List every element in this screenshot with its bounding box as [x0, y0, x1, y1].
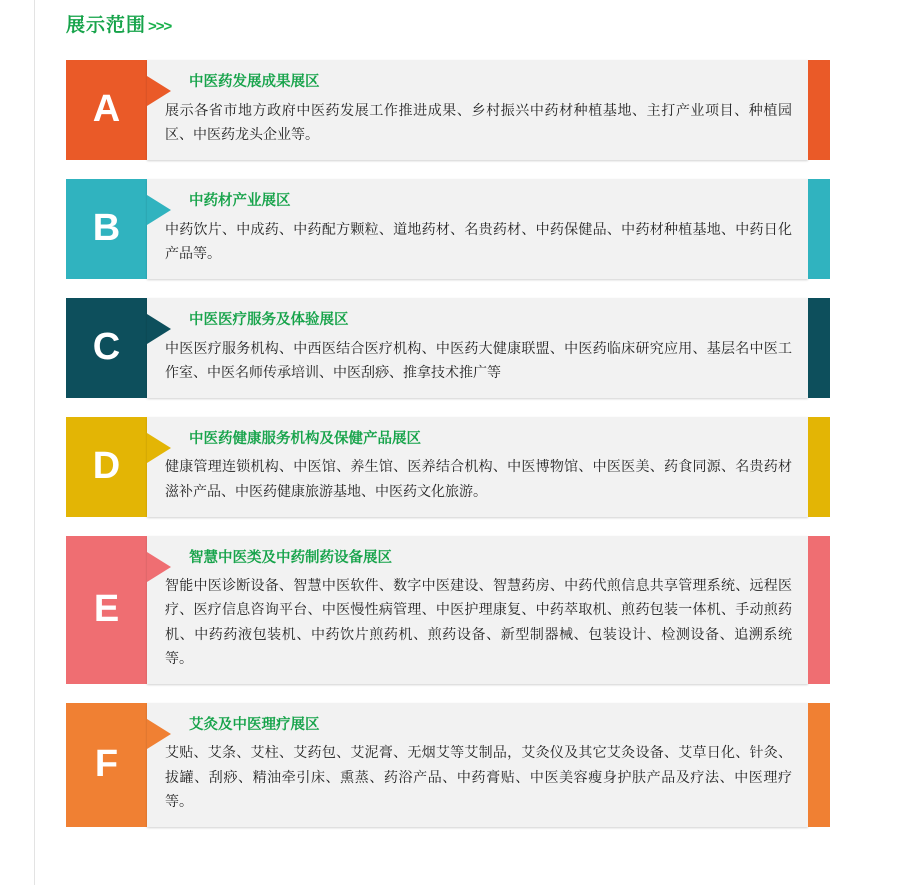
section-f-letter-box: [66, 703, 147, 827]
section-c-letter: C: [92, 326, 121, 369]
section-a-letter-box: [66, 60, 147, 160]
section-f-body: [147, 703, 808, 827]
page-header: [66, 10, 171, 37]
page-title: 展示范围: [66, 15, 147, 36]
section-d-letter: D: [92, 445, 121, 488]
section-b-text: 中药饮片、中成药、中药配方颗粒、道地药材、名贵药材、中药保健品、中药材种植基地、中药日化产品等。: [165, 220, 792, 261]
section-b-letter: B: [92, 207, 121, 250]
section-e-tail: [808, 536, 830, 684]
section-e-text: 智能中医诊断设备、智慧中医软件、数字中医建设、智慧药房、中药代煎信息共享管理系统、远程医疗、医疗信息咨询平台、中医慢性病管理、中医护理康复、中药萃取机、煎药包装一体机、手动煎药机、中药药液包装机、中药饮片煎药机、煎药设备、新型制器械、包装设计、检测设备、追溯系统等。: [165, 577, 792, 666]
section-f-tail: [808, 703, 830, 827]
section-d-inner: [66, 417, 808, 517]
section-f-text: 艾贴、艾条、艾柱、艾药包、艾泥膏、无烟艾等艾制品，艾灸仪及其它艾灸设备、艾草日化、针灸、拔罐、刮痧、精油牵引床、熏蒸、药浴产品、中药膏贴、中医美容瘦身护肤产品及疗法、中医理疗等。: [165, 744, 792, 809]
section-c-text: 中医医疗服务机构、中西医结合医疗机构、中医药大健康联盟、中医药临床研究应用、基层名中医工作室、中医名师传承培训、中医刮痧、推拿技术推广等: [165, 339, 792, 380]
section-c-letter-box: [66, 298, 147, 398]
section-e-title: 智慧中医类及中药制药设备展区: [189, 549, 392, 566]
section-c-body: [147, 298, 808, 398]
section-d-notch-icon: [147, 433, 171, 463]
section-b-body: [147, 179, 808, 279]
section-f: [66, 703, 830, 827]
section-a-body: [147, 60, 808, 160]
section-c-title: 中医医疗服务及体验展区: [189, 311, 349, 328]
section-c: [66, 298, 830, 398]
section-a-inner: [66, 60, 808, 160]
section-e-letter: E: [93, 588, 120, 631]
section-d-letter-box: [66, 417, 147, 517]
section-b-notch-icon: [147, 195, 171, 225]
section-a: [66, 60, 830, 160]
section-c-tail: [808, 298, 830, 398]
section-f-title: 艾灸及中医理疗展区: [189, 716, 320, 733]
section-d-body: [147, 417, 808, 517]
section-d: [66, 417, 830, 517]
section-a-letter: A: [92, 88, 121, 131]
section-a-tail: [808, 60, 830, 160]
section-c-inner: [66, 298, 808, 398]
section-e-notch-icon: [147, 552, 171, 582]
section-d-text: 健康管理连锁机构、中医馆、养生馆、医养结合机构、中医博物馆、中医医美、药食同源、名贵药材滋补产品、中医药健康旅游基地、中医药文化旅游。: [165, 458, 792, 499]
left-vertical-rule: [34, 0, 35, 885]
section-e-body: [147, 536, 808, 684]
section-a-title: 中医药发展成果展区: [189, 74, 320, 90]
section-d-title: 中医药健康服务机构及保健产品展区: [189, 430, 421, 447]
section-e-inner: [66, 536, 808, 684]
section-d-tail: [808, 417, 830, 517]
header-arrows: >>>: [148, 18, 172, 35]
section-a-notch-icon: [147, 76, 171, 106]
section-a-text: 展示各省市地方政府中医药发展工作推进成果、乡村振兴中药材种植基地、主打产业项目、种植园区、中医药龙头企业等。: [165, 101, 792, 142]
section-f-letter: F: [94, 743, 119, 786]
section-e: [66, 536, 830, 684]
section-b-title: 中药材产业展区: [189, 192, 291, 209]
section-b: [66, 179, 830, 279]
sections-list: [66, 60, 830, 846]
section-f-notch-icon: [147, 719, 171, 749]
section-f-inner: [66, 703, 808, 827]
section-b-letter-box: [66, 179, 147, 279]
section-e-letter-box: [66, 536, 147, 684]
section-b-tail: [808, 179, 830, 279]
section-c-notch-icon: [147, 314, 171, 344]
section-b-inner: [66, 179, 808, 279]
